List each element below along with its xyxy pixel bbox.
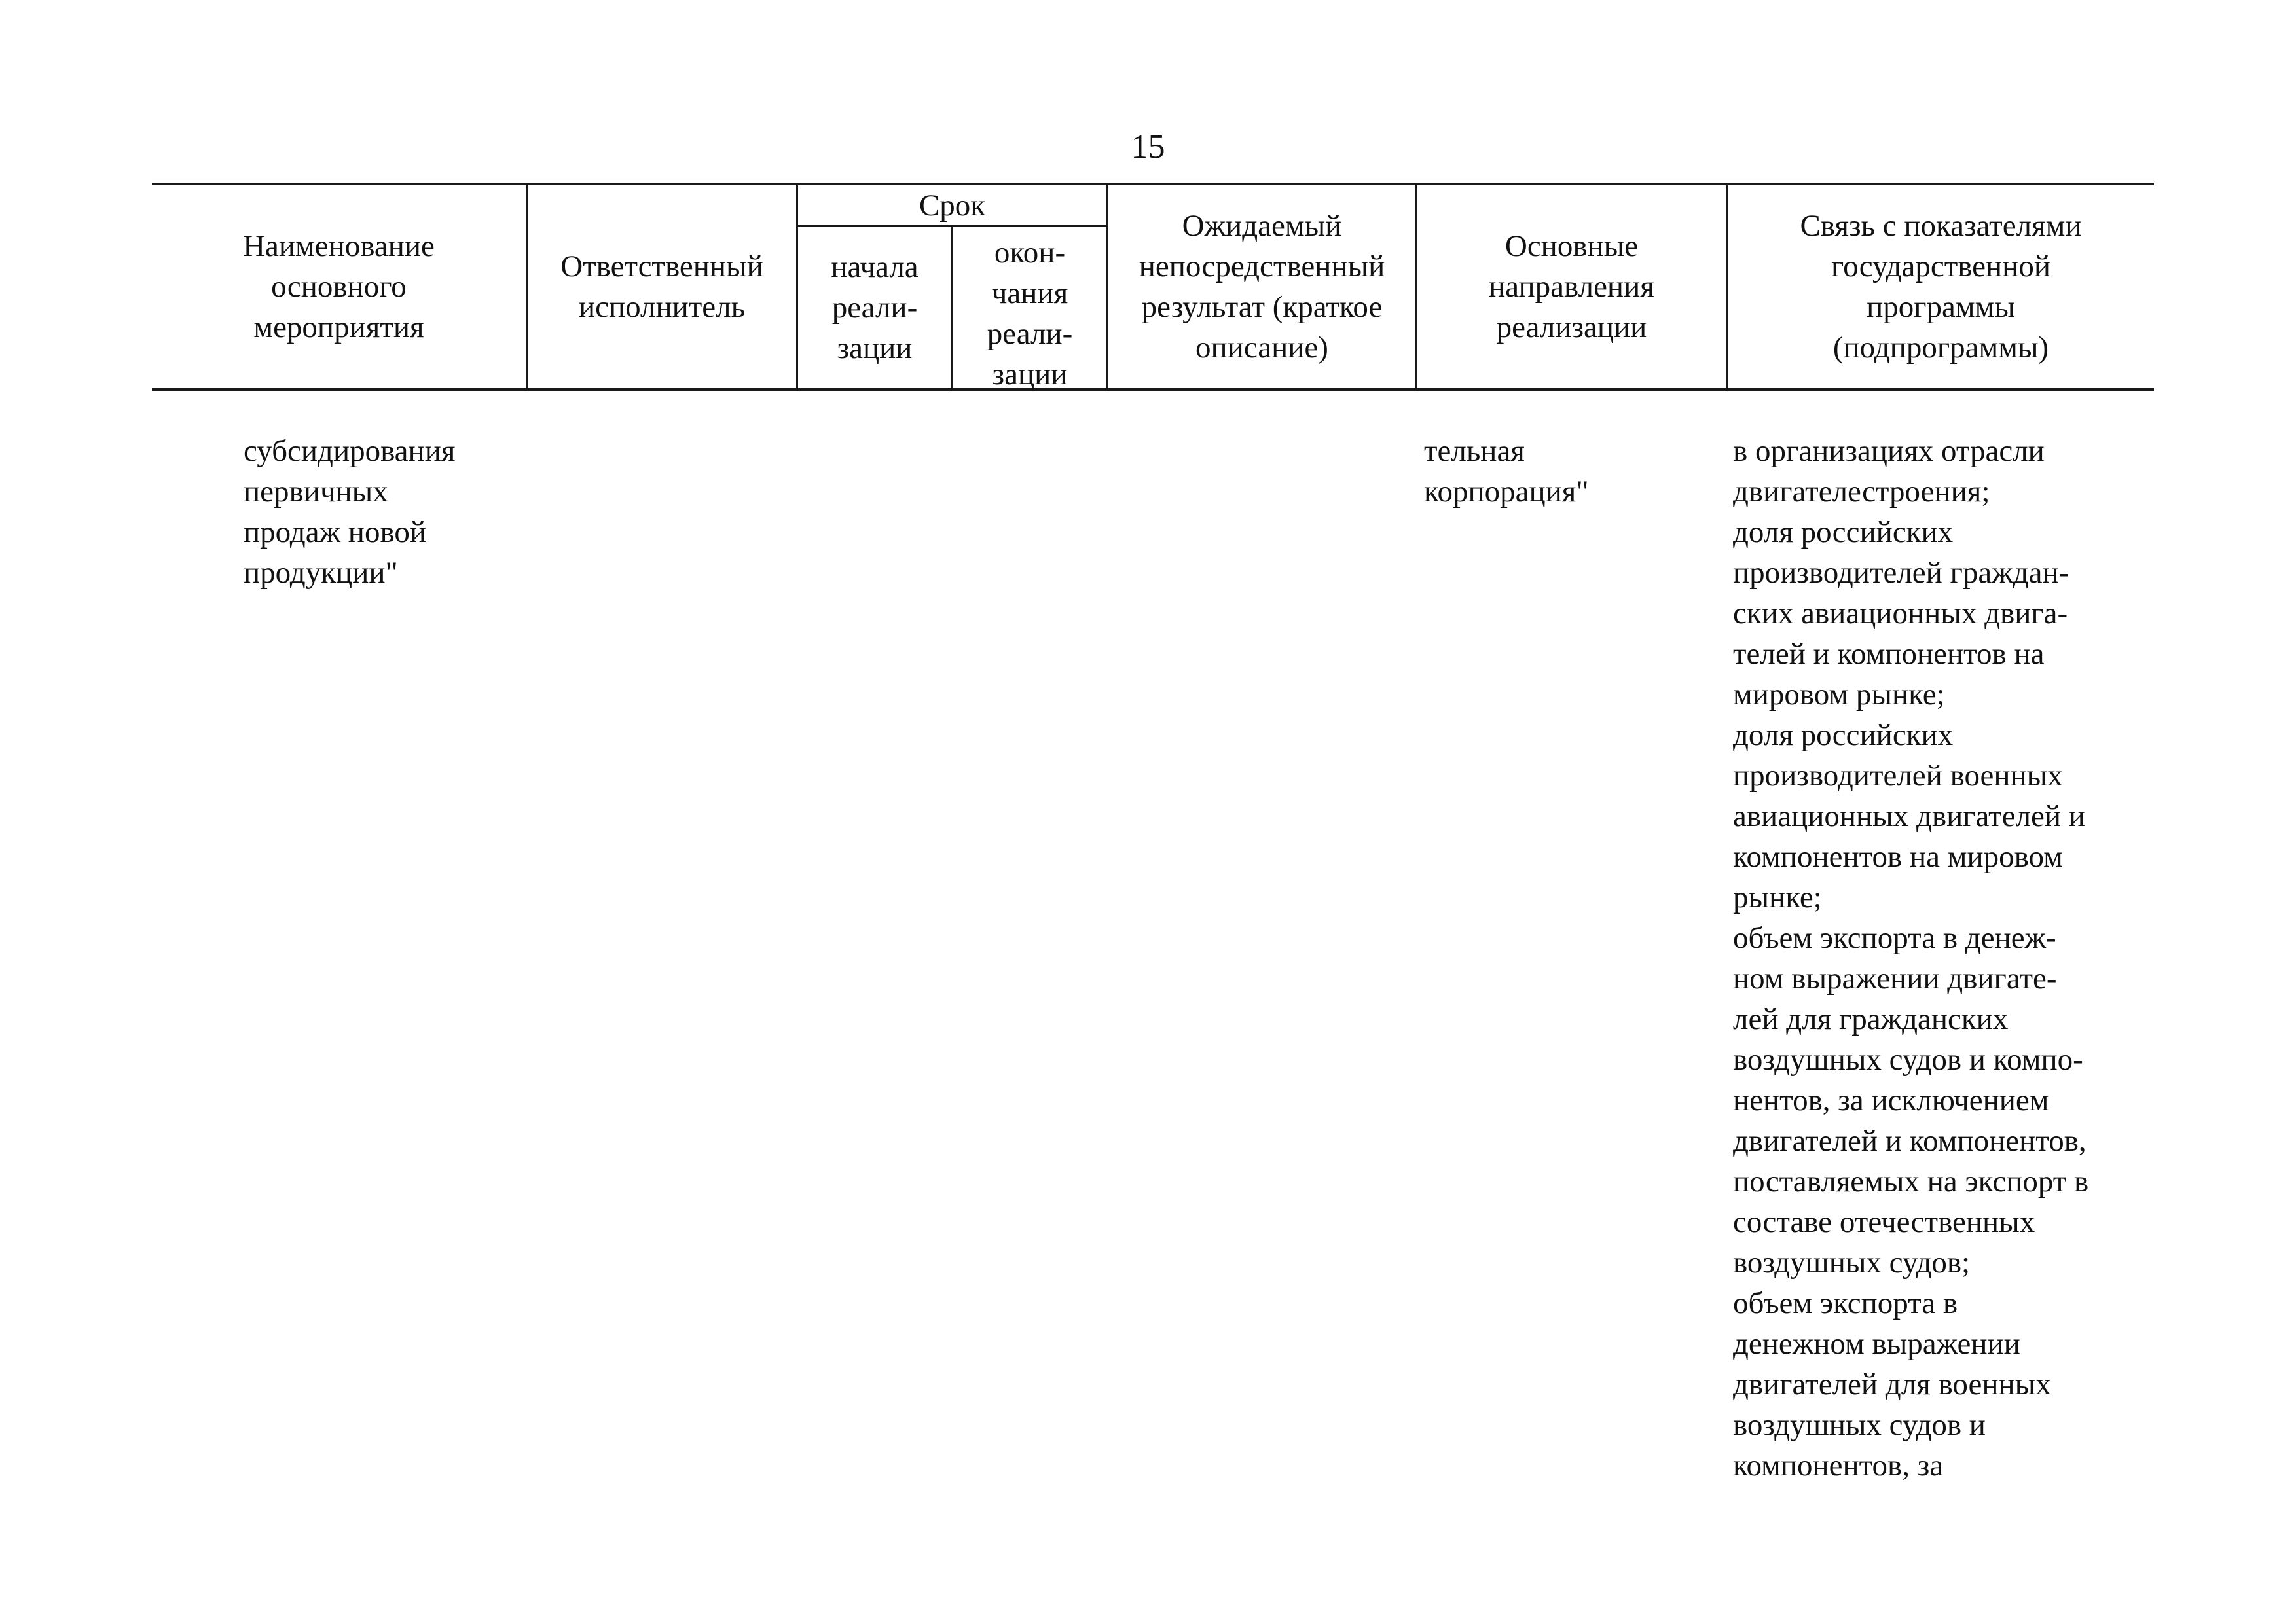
header-bottom-rule (152, 388, 2154, 391)
header-col-directions: Основные направления реализации (1489, 229, 1654, 344)
page-number: 15 (1131, 128, 1165, 166)
cell-directions: тельная корпорация" (1424, 434, 1589, 509)
cell-measure-name: субсидирования первичных продаж новой продукции" (244, 434, 456, 590)
header-col-term-start: начала реали- зации (831, 250, 919, 365)
header-col-executor: Ответственный исполнитель (560, 249, 763, 324)
header-col-name: Наименование основного мероприятия (243, 229, 435, 344)
header-col-link: Связь с показателями государственной программы (подпрограммы) (1800, 209, 2082, 365)
header-col-term-end: окон- чания реали- зации (987, 236, 1073, 391)
cell-indicator-link: в организациях отрасли двигателестроения; доля российских производителей граждан- ских авиационных двига- телей и компонентов на мировом рынке; доля российских производителей военных авиационных двигателей и компонентов на мировом рынке; объем экспорта в денеж- ном выражении двигате- лей для гражданских воздушных судов и компо- нентов, за исключением двигателей и компонентов, поставляемых на экспорт в составе отечественных воздушных судов; объем экспорта в денежном выражении двигателей для военных воздушных судов и компонентов, за (1733, 434, 2089, 1483)
header-col-result: Ожидаемый непосредственный результат (краткое описание) (1139, 209, 1385, 365)
header-col-term: Срок (919, 188, 986, 223)
